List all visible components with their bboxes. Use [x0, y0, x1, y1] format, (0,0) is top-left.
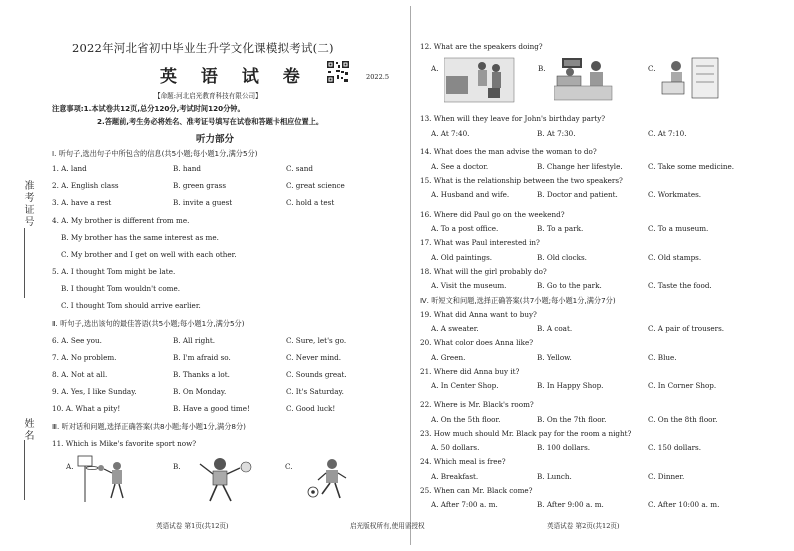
instructions-1: 注意事项:1.本试卷共12页,总分120分,考试时间120分钟。: [52, 104, 245, 113]
subject-title: 英 语 试 卷: [160, 67, 309, 87]
basketball-picture-icon[interactable]: [77, 454, 137, 504]
q13-option-c[interactable]: C. At 7:10.: [648, 129, 687, 138]
shop-picture-icon[interactable]: [660, 56, 720, 106]
q12-label-c[interactable]: C.: [648, 64, 656, 73]
q5-option-b[interactable]: B. I thought Tom wouldn't come.: [61, 284, 181, 293]
school-picture-icon[interactable]: [554, 56, 614, 106]
q20-option-c[interactable]: C. Blue.: [648, 353, 677, 362]
q19-option-b[interactable]: B. A coat.: [537, 324, 573, 333]
q17-option-a[interactable]: A. Old paintings.: [431, 253, 493, 262]
q2-option-a[interactable]: 2. A. English class: [52, 181, 119, 190]
q20-option-a[interactable]: A. Green.: [431, 353, 466, 362]
q23-option-c[interactable]: C. 150 dollars.: [648, 443, 702, 452]
exam-date: 2022.5: [366, 73, 390, 81]
q14-question: 14. What does the man advise the woman to do?: [420, 147, 597, 156]
q14-option-a[interactable]: A. See a doctor.: [431, 162, 489, 171]
q10-option-a[interactable]: 10. A. What a pity!: [52, 404, 121, 413]
q3-option-c[interactable]: C. hold a test: [286, 198, 335, 207]
q23-option-b[interactable]: B. 100 dollars.: [537, 443, 591, 452]
q24-option-a[interactable]: A. Breakfast.: [431, 472, 479, 481]
q8-option-b[interactable]: B. Thanks a lot.: [173, 370, 230, 379]
q9-option-c[interactable]: C. It's Saturday.: [286, 387, 344, 396]
q21-option-a[interactable]: A. In Center Shop.: [431, 381, 499, 390]
section-3-heading: Ⅲ. 听对话和问题,选择正确答案(共8小题;每小题1分,满分8分): [52, 422, 246, 431]
name-line: [24, 440, 25, 500]
q22-option-a[interactable]: A. On the 5th floor.: [431, 415, 501, 424]
soccer-picture-icon[interactable]: [300, 454, 360, 504]
q20-option-b[interactable]: B. Yellow.: [537, 353, 572, 362]
q4-option-c[interactable]: C. My brother and I get on well with each other.: [61, 250, 237, 259]
q7-option-b[interactable]: B. I'm afraid so.: [173, 353, 231, 362]
q22-question: 22. Where is Mr. Black's room?: [420, 400, 534, 409]
q4-option-a[interactable]: 4. A. My brother is different from me.: [52, 216, 190, 225]
q5-option-a[interactable]: 5. A. I thought Tom might be late.: [52, 267, 176, 276]
q14-option-b[interactable]: B. Change her lifestyle.: [537, 162, 623, 171]
q10-option-c[interactable]: C. Good luck!: [286, 404, 336, 413]
footer-copyright: 启光版权所有,使用需授权: [350, 522, 425, 530]
q20-question: 20. What color does Anna like?: [420, 338, 534, 347]
q22-option-b[interactable]: B. On the 7th floor.: [537, 415, 607, 424]
q25-question: 25. When can Mr. Black come?: [420, 486, 533, 495]
q3-option-a[interactable]: 3. A. have a rest: [52, 198, 112, 207]
q13-option-a[interactable]: A. At 7:40.: [431, 129, 470, 138]
q8-option-c[interactable]: C. Sounds great.: [286, 370, 347, 379]
q12-label-b[interactable]: B.: [538, 64, 546, 73]
q13-question: 13. When will they leave for John's birthday party?: [420, 114, 606, 123]
q6-option-c[interactable]: C. Sure, let's go.: [286, 336, 347, 345]
q7-option-c[interactable]: C. Never mind.: [286, 353, 342, 362]
q17-option-b[interactable]: B. Old clocks.: [537, 253, 587, 262]
q21-question: 21. Where did Anna buy it?: [420, 367, 520, 376]
q16-option-b[interactable]: B. To a park.: [537, 224, 584, 233]
listening-part-title: 听力部分: [196, 134, 235, 145]
q16-option-c[interactable]: C. To a museum.: [648, 224, 709, 233]
q18-question: 18. What will the girl probably do?: [420, 267, 547, 276]
q25-option-b[interactable]: B. After 9:00 a. m.: [537, 500, 604, 509]
q5-option-c[interactable]: C. I thought Tom should arrive earlier.: [61, 301, 201, 310]
exam-number-line: [24, 228, 25, 298]
section-4-heading: Ⅳ. 听短文和问题,选择正确答案(共7小题;每小题1分,满分7分): [420, 296, 616, 305]
q14-option-c[interactable]: C. Take some medicine.: [648, 162, 735, 171]
q19-option-c[interactable]: C. A pair of trousers.: [648, 324, 725, 333]
page-divider: [410, 6, 411, 545]
instructions-2: 2.答题前,考生务必将姓名、准考证号填写在试卷和答题卡相应位置上。: [97, 117, 324, 126]
exam-number-label: 准考证号: [22, 180, 33, 228]
qr-code-icon: [326, 60, 350, 84]
q8-option-a[interactable]: 8. A. Not at all.: [52, 370, 108, 379]
q15-option-b[interactable]: B. Doctor and patient.: [537, 190, 618, 199]
q6-option-b[interactable]: B. All right.: [173, 336, 216, 345]
q2-option-b[interactable]: B. green grass: [173, 181, 227, 190]
exam-title: 2022年河北省初中毕业生升学文化课模拟考试(二): [72, 41, 334, 55]
q23-question: 23. How much should Mr. Black pay for the room a night?: [420, 429, 632, 438]
q11-question: 11. Which is Mike's favorite sport now?: [52, 439, 197, 448]
q18-option-a[interactable]: A. Visit the museum.: [431, 281, 507, 290]
q15-option-a[interactable]: A. Husband and wife.: [431, 190, 510, 199]
q4-option-b[interactable]: B. My brother has the same interest as me.: [61, 233, 219, 242]
q6-option-a[interactable]: 6. A. See you.: [52, 336, 102, 345]
footer-right-page: 英语试卷 第2页(共12页): [547, 522, 620, 530]
q9-option-a[interactable]: 9. A. Yes, I like Sunday.: [52, 387, 137, 396]
q25-option-a[interactable]: A. After 7:00 a. m.: [431, 500, 498, 509]
q1-option-a[interactable]: 1. A. land: [52, 164, 87, 173]
q21-option-c[interactable]: C. In Corner Shop.: [648, 381, 717, 390]
q15-option-c[interactable]: C. Workmates.: [648, 190, 702, 199]
q9-option-b[interactable]: B. On Monday.: [173, 387, 227, 396]
q24-question: 24. Which meal is free?: [420, 457, 506, 466]
q10-option-b[interactable]: B. Have a good time!: [173, 404, 250, 413]
q17-option-c[interactable]: C. Old stamps.: [648, 253, 702, 262]
q19-question: 19. What did Anna want to buy?: [420, 310, 537, 319]
q13-option-b[interactable]: B. At 7:30.: [537, 129, 576, 138]
q24-option-c[interactable]: C. Dinner.: [648, 472, 685, 481]
volleyball-picture-icon[interactable]: [186, 454, 256, 504]
q23-option-a[interactable]: A. 50 dollars.: [431, 443, 480, 452]
q3-option-b[interactable]: B. invite a guest: [173, 198, 233, 207]
footer-left-page: 英语试卷 第1页(共12页): [156, 522, 229, 530]
q16-question: 16. Where did Paul go on the weekend?: [420, 210, 565, 219]
q16-option-a[interactable]: A. To a post office.: [431, 224, 499, 233]
q1-option-b[interactable]: B. hand: [173, 164, 201, 173]
section-1-heading: Ⅰ. 听句子,选出句子中所包含的信息(共5小题;每小题1分,满分5分): [52, 149, 258, 158]
q22-option-c[interactable]: C. On the 8th floor.: [648, 415, 718, 424]
q19-option-a[interactable]: A. A sweater.: [431, 324, 479, 333]
q1-option-c[interactable]: C. sand: [286, 164, 314, 173]
q11-label-a[interactable]: A.: [66, 462, 74, 471]
q18-option-b[interactable]: B. Go to the park.: [537, 281, 602, 290]
q18-option-c[interactable]: C. Taste the food.: [648, 281, 712, 290]
q15-question: 15. What is the relationship between the two speakers?: [420, 176, 623, 185]
q12-label-a[interactable]: A.: [431, 64, 439, 73]
travel-picture-icon[interactable]: [444, 56, 516, 104]
q21-option-b[interactable]: B. In Happy Shop.: [537, 381, 604, 390]
q11-label-c[interactable]: C.: [285, 462, 293, 471]
q25-option-c[interactable]: C. After 10:00 a. m.: [648, 500, 720, 509]
author-note: 【命题:河北启光教育科技有限公司】: [154, 92, 262, 100]
name-label: 姓名: [22, 418, 33, 442]
q24-option-b[interactable]: B. Lunch.: [537, 472, 572, 481]
q12-question: 12. What are the speakers doing?: [420, 42, 543, 51]
q17-question: 17. What was Paul interested in?: [420, 238, 540, 247]
q7-option-a[interactable]: 7. A. No problem.: [52, 353, 117, 362]
q2-option-c[interactable]: C. great science: [286, 181, 345, 190]
section-2-heading: Ⅱ. 听句子,选出该句的最佳答语(共5小题;每小题1分,满分5分): [52, 319, 245, 328]
q11-label-b[interactable]: B.: [173, 462, 181, 471]
